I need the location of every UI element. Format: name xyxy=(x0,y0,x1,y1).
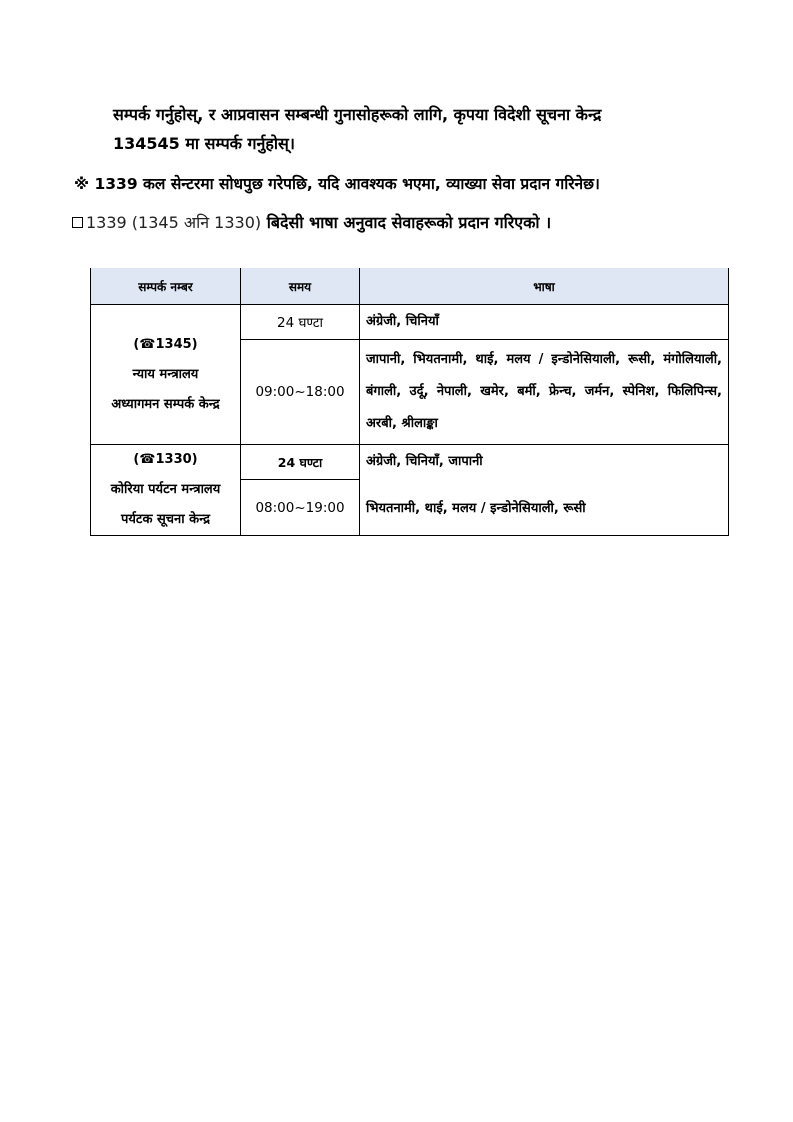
language-cell: भियतनामी, थाई, मलय / इन्डोनेसियाली, रूसी xyxy=(360,480,729,536)
contact-cell-1345 xyxy=(91,305,241,445)
intro-line-1: सम्पर्क गर्नुहोस्, र आप्रवासन सम्बन्धी गुनासोहरूको लागि, कृपया विदेशी सूचना केन्द्र xyxy=(113,105,602,124)
language-cell: जापानी, भियतनामी, थाई, मलय / इन्डोनेसियाली, रूसी, मंगोलियाली, बंगाली, उर्दू, नेपाली, खमेर, बर्मी, फ्रेन्च, जर्मन, स्पेनिश, फिलिपिन्स, अरबी, श्रीलाङ्का xyxy=(360,340,729,445)
contact-cell-1330 xyxy=(91,445,241,536)
phone-number: (☎1330) xyxy=(133,452,198,467)
center-name: पर्यटक सूचना केन्द्र xyxy=(120,512,211,527)
translation-info xyxy=(72,211,551,233)
header-contact-number: सम्पर्क नम्बर xyxy=(91,268,241,305)
service-table xyxy=(90,268,729,536)
intro-line-2: 134545 मा सम्पर्क गर्नुहोस्। xyxy=(113,134,295,153)
organization-name: कोरिया पर्यटन मन्त्रालय xyxy=(110,482,221,497)
time-cell: 24 घण्टा xyxy=(241,445,360,480)
phone-number: (☎1345) xyxy=(133,336,198,352)
language-cell: अंग्रेजी, चिनियाँ, जापानी xyxy=(360,445,729,480)
table-row xyxy=(91,305,729,340)
reference-mark-icon: ※ xyxy=(74,175,90,193)
organization-name: न्याय मन्त्रालय xyxy=(132,366,199,382)
checkbox-square-icon xyxy=(72,217,83,228)
time-cell: 24 घण्टा xyxy=(241,305,360,340)
intro-paragraph xyxy=(113,100,723,158)
center-name: अध्यागमन सम्पर्क केन्द्र xyxy=(111,396,220,412)
table-header-row xyxy=(91,268,729,305)
call-center-note xyxy=(74,172,600,194)
time-cell: 09:00~18:00 xyxy=(241,340,360,445)
info-text: बिदेसी भाषा अनुवाद सेवाहरूको प्रदान गरिएको । xyxy=(261,213,552,232)
table-row xyxy=(91,445,729,480)
note-text: 1339 कल सेन्टरमा सोधपुछ गरेपछि, यदि आवश्यक भएमा, व्याख्या सेवा प्रदान गरिनेछ। xyxy=(89,175,600,193)
time-cell: 08:00~19:00 xyxy=(241,480,360,536)
header-language: भाषा xyxy=(360,268,729,305)
language-cell: अंग्रेजी, चिनियाँ xyxy=(360,305,729,340)
service-numbers: 1339 (1345 अनि 1330) xyxy=(86,213,262,232)
header-time: समय xyxy=(241,268,360,305)
